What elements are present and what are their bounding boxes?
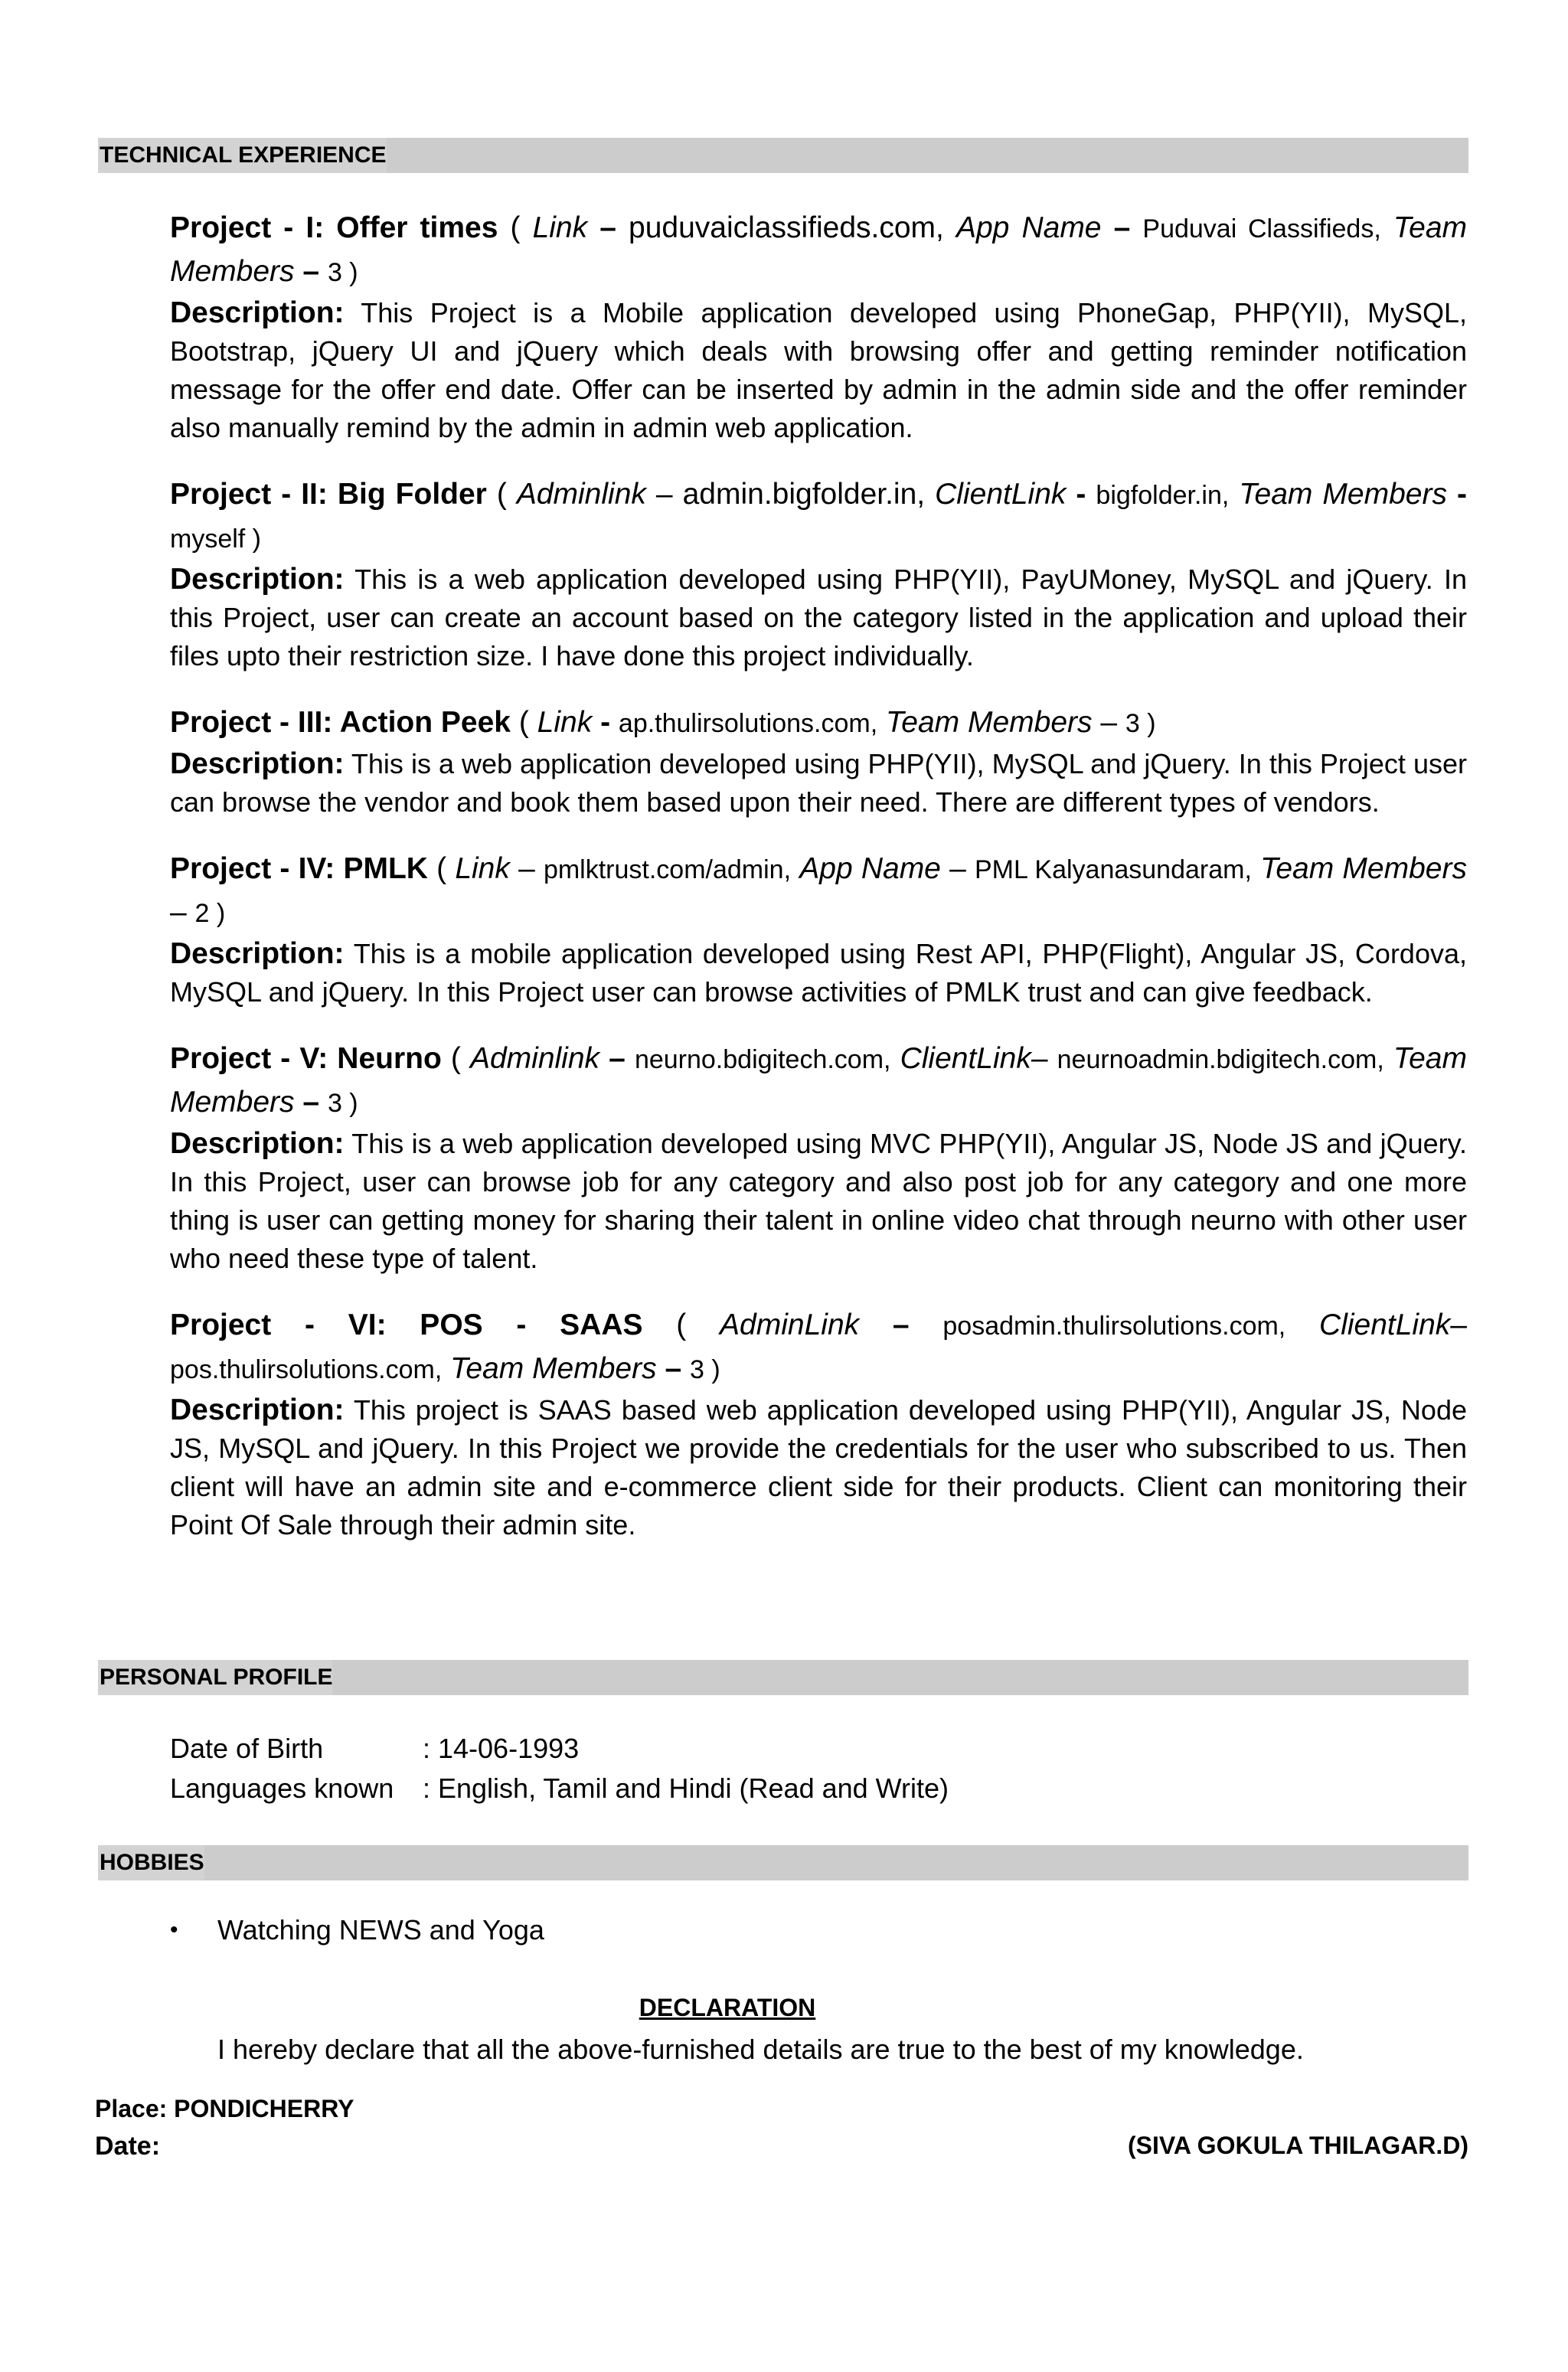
description-text: This is a mobile application developed using Rest API, PHP(Flight), Angular JS, Cordova, MySQL and jQuery. In this Project user can browse activities of PMLK trust and can give feedback.	[170, 938, 1467, 1008]
project-description	[170, 935, 1467, 1011]
description-text: This Project is a Mobile application developed using PhoneGap, PHP(YII), MySQL, Bootstrap, jQuery UI and jQuery which deals with browsing offer and getting reminder notification message for the offer end date. Offer can be inserted by admin in the admin side and the offer reminder also manually remind by the admin in admin web application.	[170, 297, 1467, 443]
project-title: Project - I: Offer times	[170, 211, 498, 244]
admin-link-label: Adminlink	[516, 478, 646, 511]
section-title: TECHNICAL EXPERIENCE	[98, 138, 387, 173]
team-members-label: Team Members	[1239, 478, 1447, 511]
project-2	[170, 473, 1467, 675]
project-3	[170, 701, 1467, 822]
team-members-value: 3 )	[327, 1089, 358, 1118]
dob-label: Date of Birth	[170, 1733, 324, 1764]
team-members-label: Team Members	[170, 1042, 1467, 1119]
languages-value: : English, Tamil and Hindi (Read and Write)	[423, 1772, 949, 1804]
client-link-value: bigfolder.in,	[1096, 481, 1230, 510]
admin-link-value: neurno.bdigitech.com,	[634, 1045, 891, 1074]
team-members-value: 3 )	[1125, 709, 1156, 738]
team-members-value: 2 )	[194, 899, 226, 928]
team-members-value: 3 )	[690, 1355, 720, 1384]
project-header: Project - III: Action Peek ( Link - ap.thulirsolutions.com, Team Members – 3 )	[170, 706, 1156, 739]
profile-row-languages	[170, 1769, 949, 1808]
description-label: Description:	[170, 937, 345, 970]
project-description	[170, 745, 1467, 822]
project-description	[170, 1125, 1467, 1278]
project-description	[170, 1391, 1467, 1544]
section-title: PERSONAL PROFILE	[98, 1660, 332, 1695]
project-5	[170, 1037, 1467, 1278]
hobby-text: Watching NEWS and Yoga	[217, 1914, 544, 1946]
description-text: This project is SAAS based web application developed using PHP(YII), Angular JS, Node JS, MySQL and jQuery. In this Project we provide the credentials for the user who subscribed to us. Then client will have an admin site and e-commerce client side for their products. Client can monitoring their Point Of Sale through their admin site.	[170, 1394, 1467, 1540]
description-label: Description:	[170, 1127, 345, 1160]
link-value: ap.thulirsolutions.com,	[618, 709, 878, 738]
description-text: This is a web application developed using PHP(YII), PayUMoney, MySQL and jQuery. In this Project, user can create an account based on the category listed in the application and upload their files upto their restriction size. I have done this project individually.	[170, 564, 1467, 671]
declaration-title: DECLARATION	[639, 1994, 816, 2021]
languages-label: Languages known	[170, 1772, 394, 1804]
link-value: puduvaiclassifieds.com,	[629, 211, 944, 244]
app-name-value: Puduvai Classifieds,	[1142, 214, 1381, 243]
date-label: Date:	[95, 2132, 161, 2161]
project-title: Project - VI: POS - SAAS	[170, 1309, 643, 1341]
project-header: Project - V: Neurno ( Adminlink – neurno.bdigitech.com, ClientLink– neurnoadmin.bdigitech.com, Team Members – 3 )	[170, 1042, 1467, 1119]
app-name-label: App Name	[956, 211, 1102, 244]
bullet-icon: •	[170, 1917, 178, 1942]
project-header: Project - I: Offer times ( Link – puduvaiclassifieds.com, App Name – Puduvai Classifieds, Team Members – 3 )	[170, 211, 1468, 288]
admin-link-label: AdminLink	[720, 1309, 860, 1341]
app-name-value: PML Kalyanasundaram,	[974, 855, 1252, 884]
client-link-label: ClientLink	[1319, 1309, 1451, 1341]
admin-link-label: Adminlink	[469, 1042, 600, 1075]
project-description	[170, 560, 1467, 675]
project-title: Project - IV: PMLK	[170, 852, 428, 885]
description-label: Description:	[170, 296, 345, 329]
client-link-label: ClientLink	[900, 1042, 1031, 1075]
team-members-label: Team Members	[450, 1352, 657, 1385]
client-link-value: pos.thulirsolutions.com,	[170, 1355, 443, 1384]
team-members-label: Team Members	[1260, 852, 1467, 885]
team-members-value: 3 )	[327, 258, 358, 287]
declaration-text: I hereby declare that all the above-furnished details are true to the best of my knowledge.	[217, 2034, 1304, 2065]
project-title: Project - III: Action Peek	[170, 706, 511, 739]
team-members-label: Team Members	[886, 706, 1093, 739]
section-technical-experience	[98, 138, 1468, 173]
section-hobbies	[98, 1845, 1468, 1880]
project-4	[170, 848, 1467, 1011]
place-label: Place: PONDICHERRY	[95, 2095, 354, 2122]
hobby-item	[170, 1914, 544, 1946]
description-text: This is a web application developed using PHP(YII), MySQL and jQuery. In this Project user can browse the vendor and book them based upon their need. There are different types of vendors.	[170, 748, 1467, 818]
description-text: This is a web application developed using MVC PHP(YII), Angular JS, Node JS and jQuery. In this Project, user can browse job for any category and also post job for any category and one more thing is user can getting money for sharing their talent in online video chat through neurno with other user who need these type of talent.	[170, 1128, 1468, 1274]
project-header: Project - II: Big Folder ( Adminlink – admin.bigfolder.in, ClientLink - bigfolder.in, Team Members - myself )	[170, 478, 1467, 554]
app-name-label: App Name	[799, 852, 941, 885]
client-link-value: neurnoadmin.bdigitech.com,	[1057, 1045, 1384, 1074]
client-link-label: ClientLink	[935, 478, 1067, 511]
project-header: Project - IV: PMLK ( Link – pmlktrust.com/admin, App Name – PML Kalyanasundaram, Team Members – 2 )	[170, 852, 1467, 929]
description-label: Description:	[170, 563, 345, 596]
link-value: pmlktrust.com/admin,	[543, 855, 792, 884]
link-label: Link	[455, 852, 510, 885]
project-description	[170, 294, 1467, 447]
project-header: Project - VI: POS - SAAS ( AdminLink – posadmin.thulirsolutions.com, ClientLink– pos.thulirsolutions.com, Team Members – 3 )	[170, 1309, 1467, 1385]
link-label: Link	[532, 211, 588, 244]
description-label: Description:	[170, 1393, 345, 1426]
section-title: HOBBIES	[98, 1845, 204, 1880]
profile-row-dob	[170, 1729, 949, 1769]
admin-link-value: admin.bigfolder.in,	[682, 478, 926, 511]
section-personal-profile	[98, 1660, 1468, 1695]
project-title: Project - II: Big Folder	[170, 478, 487, 511]
dob-value: : 14-06-1993	[423, 1733, 580, 1764]
admin-link-value: posadmin.thulirsolutions.com,	[942, 1312, 1286, 1341]
description-label: Description:	[170, 747, 345, 780]
team-members-value: myself )	[170, 524, 261, 554]
team-members-label: Team Members	[170, 211, 1468, 288]
project-1	[170, 207, 1467, 447]
project-title: Project - V: Neurno	[170, 1042, 442, 1075]
link-label: Link	[537, 706, 593, 739]
project-6	[170, 1304, 1467, 1544]
projects-list	[170, 207, 1467, 1570]
personal-profile	[170, 1729, 949, 1808]
signature-name: (SIVA GOKULA THILAGAR.D)	[1128, 2132, 1468, 2159]
